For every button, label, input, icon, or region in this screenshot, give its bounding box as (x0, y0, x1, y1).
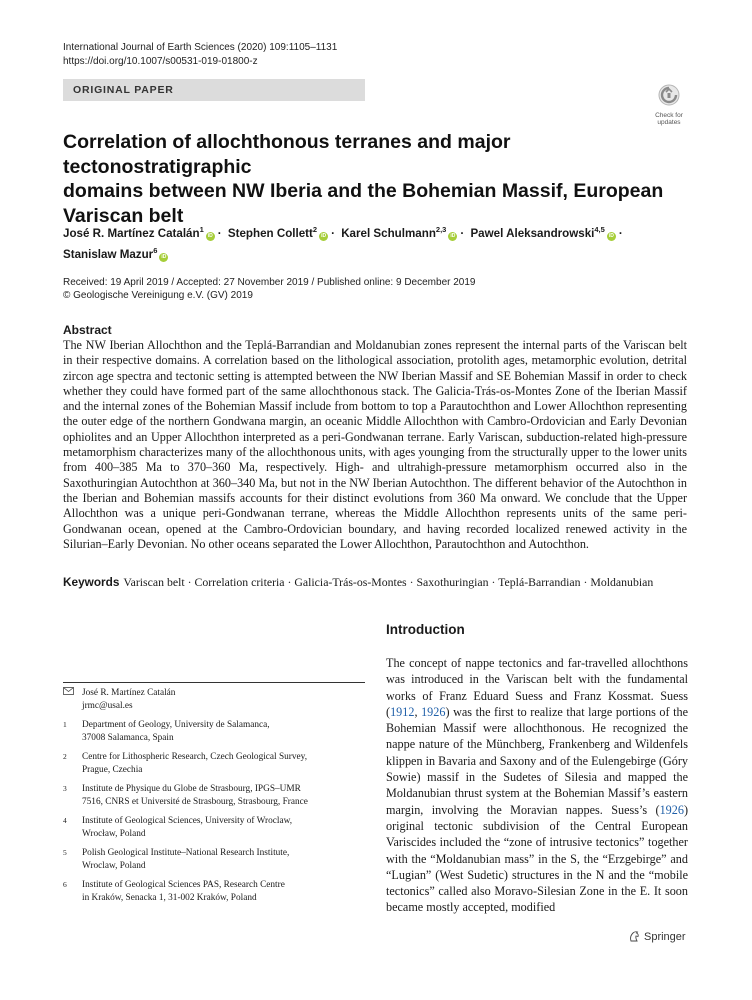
affiliation-item: 5 Polish Geological Institute–National Research Institute, Wroclaw, Poland (63, 848, 290, 871)
keywords-label: Keywords (63, 575, 120, 589)
orcid-icon[interactable]: iD (608, 232, 614, 239)
orcid-icon[interactable]: iD (321, 232, 327, 239)
springer-logo (628, 930, 686, 943)
author-1[interactable]: José R. Martínez Catalán$^1$ (63, 225, 204, 240)
author-5[interactable]: Stanislaw Mazur$^6$ (63, 245, 158, 261)
orcid-icon[interactable]: iD (207, 232, 213, 239)
springer-horse-icon (628, 930, 641, 943)
orcid-icon[interactable]: iD (161, 253, 167, 260)
author-separator: · (331, 226, 335, 240)
author-separator: · (618, 226, 623, 240)
paper-title (63, 130, 673, 228)
author-affiliations (63, 687, 363, 911)
title-line-2: domains between NW Iberia and the Bohemian Massif, European (63, 180, 664, 202)
affiliation-item: 3 Institute de Physique du Globe de Strasbourg, IPGS–UMR 7516, CNRS et Université de Strasbourg, Strasbourg, France (63, 784, 308, 807)
journal-header (63, 41, 337, 69)
doi-link[interactable]: https://doi.org/10.1007/s00531-019-01800-z (63, 56, 258, 67)
abstract-body: The NW Iberian Allochthon and the Teplá-Barrandian and Moldanubian zones represent the internal parts of the Variscan belt in their respective domains. A correlation based on the lithological association, protolith ages, metamorphic evolution, detrital zircon age spectra and tectonic setting is attempted between the NW Iberian Massif and SE Bohemian Massif in order to check whether they could have formed part of the same allochthonous stack. The Galicia-Trás-os-Montes Zone of the Iberian Massif and the internal zones of the Bohemian Massif include from bottom to top a Parautochthon and Lower Allochthon representing the outer edge of the northern Gondwana margin, an oceanic Middle Allochthon with Cambro-Ordovician and Early Devonian ophiolites and an Upper Allochthon interpreted as a peri-Gondwanan terrane. Early Variscan, subduction-related high-pressure metamorphism characterizes many of the allochthonous units, with ages younging from the structurally upper to the lower units from 400–385 Ma to 370–360 Ma, respectively. High- and ultrahigh-pressure metamorphism occurred also in the Saxothuringian Autochthon at 360–340 Ma, but not in the NW Iberian Autochthon. The different behavior of the Autochthon in the Iberian and Bohemian massifs accounts for their distinct evolutions from 360 Ma onward. We conclude that the Upper Allochthon was a unique peri-Gondwanan terrane, whereas the Middle Allochthon represents units of the same peri-Gondwanan ocean, opened at the Cambro-Ordovician boundary, and having recorded localized renewed activity in the Silurian–Early Devonian. No other oceans separated the Lower Allochthon, Parautochthon and Autochthon. (63, 338, 687, 551)
abstract-heading: Abstract (63, 323, 112, 337)
author-2[interactable]: Stephen Collett$^2$ (227, 225, 318, 240)
affiliation-item: 6 Institute of Geological Sciences PAS, Research Centre in Kraków, Senacka 1, 31-002 Kraków, Poland (63, 880, 285, 903)
author-separator: · (460, 226, 465, 240)
affiliation-item: 1 Department of Geology, University de Salamanca, 37008 Salamanca, Spain (63, 720, 270, 743)
author-3[interactable]: Karel Schulmann$^{2,3}$ (341, 225, 447, 240)
author-list (63, 221, 683, 263)
keywords (63, 575, 687, 590)
citation-link[interactable]: 1926 (659, 802, 684, 817)
envelope-icon (63, 687, 74, 695)
correspondence-name: José R. Martínez Catalán (82, 688, 176, 698)
author-separator: · (217, 226, 222, 240)
dates-line: Received: 19 April 2019 / Accepted: 27 November 2019 / Published online: 9 December 2019 (63, 277, 476, 288)
keywords-list: Variscan belt · Correlation criteria · Galicia-Trás-os-Montes · Saxothuringian · Teplá-Barrandian · Moldanubian (123, 575, 654, 589)
publication-dates (63, 276, 476, 302)
journal-citation: International Journal of Earth Sciences (2020) 109:1105–1131 (63, 42, 338, 53)
correspondence-email[interactable]: jrmc@usal.es (82, 700, 133, 711)
citation-link[interactable]: 1912 (390, 704, 415, 719)
original-paper-banner: ORIGINAL PAPER (63, 79, 365, 101)
check-updates-line2: updates (657, 119, 681, 126)
correspondence-note (63, 687, 363, 712)
check-updates-line1: Check for (655, 112, 683, 119)
introduction-body: The concept of nappe tectonics and far-travelled allochthons was introduced in the Variscan belt with the fundamental works of Franz Eduard Suess and Franz Kossmat. Suess (1912, 1926) was the first to realize that large portions of the Bohemian Massif were allochthonous. He recognized the nappe nature of the Münchberg, Frankenberg and Wildenfels klippen in Bavaria and Saxony and of the Eulengebirge (Góry Sowie) massif in the Sudetes of Silesia and mapped the Moldanubian thrust system at the Bohemian Massif’s eastern margin, involving the Moravian nappes. Suess’s (1926) original tectonic subdivision of the Central European Variscides included the “zone of intrusive tectonics” together with the “Moldanubian mass” in the S, the “Erzgebirge” and “Lugian” (West Sudetic) structures in the N and the “mobile tectonics” called also Moravo-Silesian Zone in the E. It soon became mostly accepted, modified (386, 656, 689, 915)
publisher-name: Springer (644, 930, 686, 943)
introduction-heading: Introduction (386, 622, 465, 637)
author-4[interactable]: Pawel Aleksandrowski$^{4,5}$ (470, 225, 605, 240)
footnote-divider (63, 682, 365, 683)
title-line-3: Variscan belt (63, 204, 184, 227)
copyright-line: © Geologische Vereinigung e.V. (GV) 2019 (63, 290, 253, 301)
citation-link[interactable]: 1926 (421, 704, 446, 719)
affiliation-item: 2 Centre for Lithospheric Research, Czech Geological Survey, Prague, Czechia (63, 752, 308, 775)
check-for-updates-badge[interactable] (648, 84, 690, 124)
title-line-1: Correlation of allochthonous terranes and major tectonostratigraphic (63, 131, 511, 178)
check-for-updates-icon (658, 84, 680, 106)
orcid-icon[interactable]: iD (450, 232, 456, 239)
affiliation-item: 4 Institute of Geological Sciences, University of Wroclaw, Wrocław, Poland (63, 816, 293, 839)
